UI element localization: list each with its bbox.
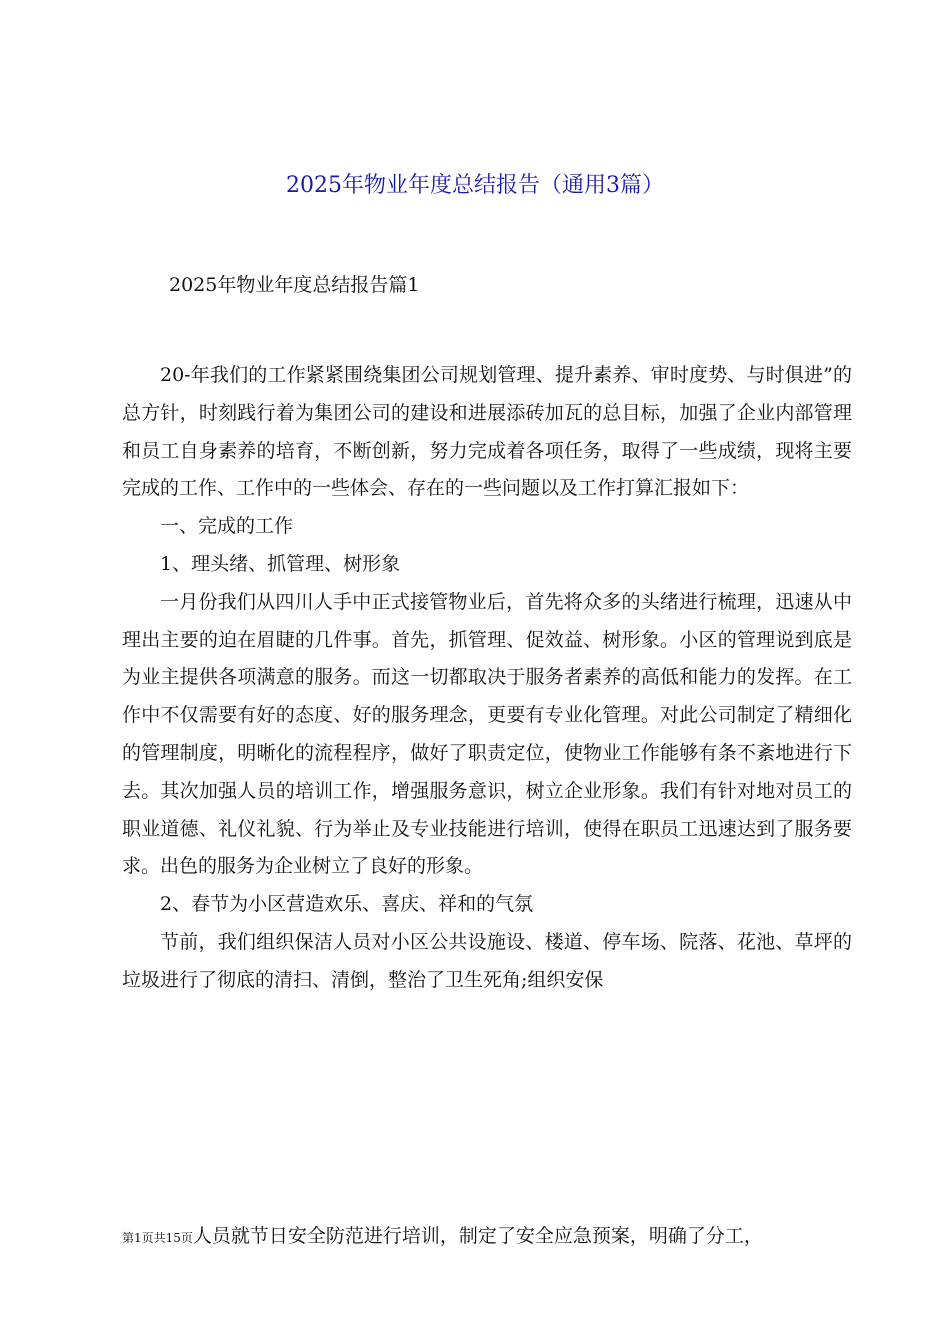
continued-text: 人员就节日安全防范进行培训，制定了安全应急预案，明确了分工， [192, 1225, 763, 1247]
paragraph-management: 一月份我们从四川人手中正式接管物业后，首先将众多的头绪进行梳理，迅速从中理出主要的迫在眉睫的几件事。首先，抓管理、促效益、树形象。小区的管理说到底是为业主提供各项满意的服务。而这一切都取决于服务者素养的高低和能力的发挥。在工作中不仅需要有好的态度、好的服务理念，更要有专业化管理。对此公司制定了精细化的管理制度，明晰化的流程程序，做好了职责定位，使物业工作能够有条不紊地进行下去。其次加强人员的培训工作，增强服务意识，树立企业形象。我们有针对地对员工的职业道德、礼仪礼貌、行为举止及专业技能进行培训，使得在职员工迅速达到了服务要求。出色的服务为企业树立了良好的形象。 [122, 590, 852, 878]
heading-management: 1、理头绪、抓管理、树形象 [160, 552, 401, 575]
document-title: 2025年物业年度总结报告（通用3篇） [286, 173, 664, 198]
section-subtitle: 2025年物业年度总结报告篇1 [169, 274, 420, 296]
heading-spring-festival: 2、春节为小区营造欢乐、喜庆、祥和的气氛 [160, 893, 534, 916]
heading-completed-work: 一、完成的工作 [160, 515, 294, 538]
page-footer [122, 1218, 852, 1257]
paragraph-intro: 20-年我们的工作紧紧围绕集团公司规划管理、提升素养、审时度势、与时俱进”的总方针，时刻践行着为集团公司的建设和进展添砖加瓦的总目标，加强了企业内部管理和员工自身素养的培育，不断创新，努力完成着各项任务，取得了一些成绩，现将主要完成的工作、工作中的一些体会、存在的一些问题以及工作打算汇报如下： [122, 364, 852, 500]
paragraph-spring-festival: 节前，我们组织保洁人员对小区公共设施设、楼道、停车场、院落、花池、草坪的垃圾进行了彻底的清扫、清倒，整治了卫生死角;组织安保 [122, 930, 852, 991]
document-body [122, 357, 852, 1000]
page-number: 第1页共15页 [122, 1231, 193, 1245]
